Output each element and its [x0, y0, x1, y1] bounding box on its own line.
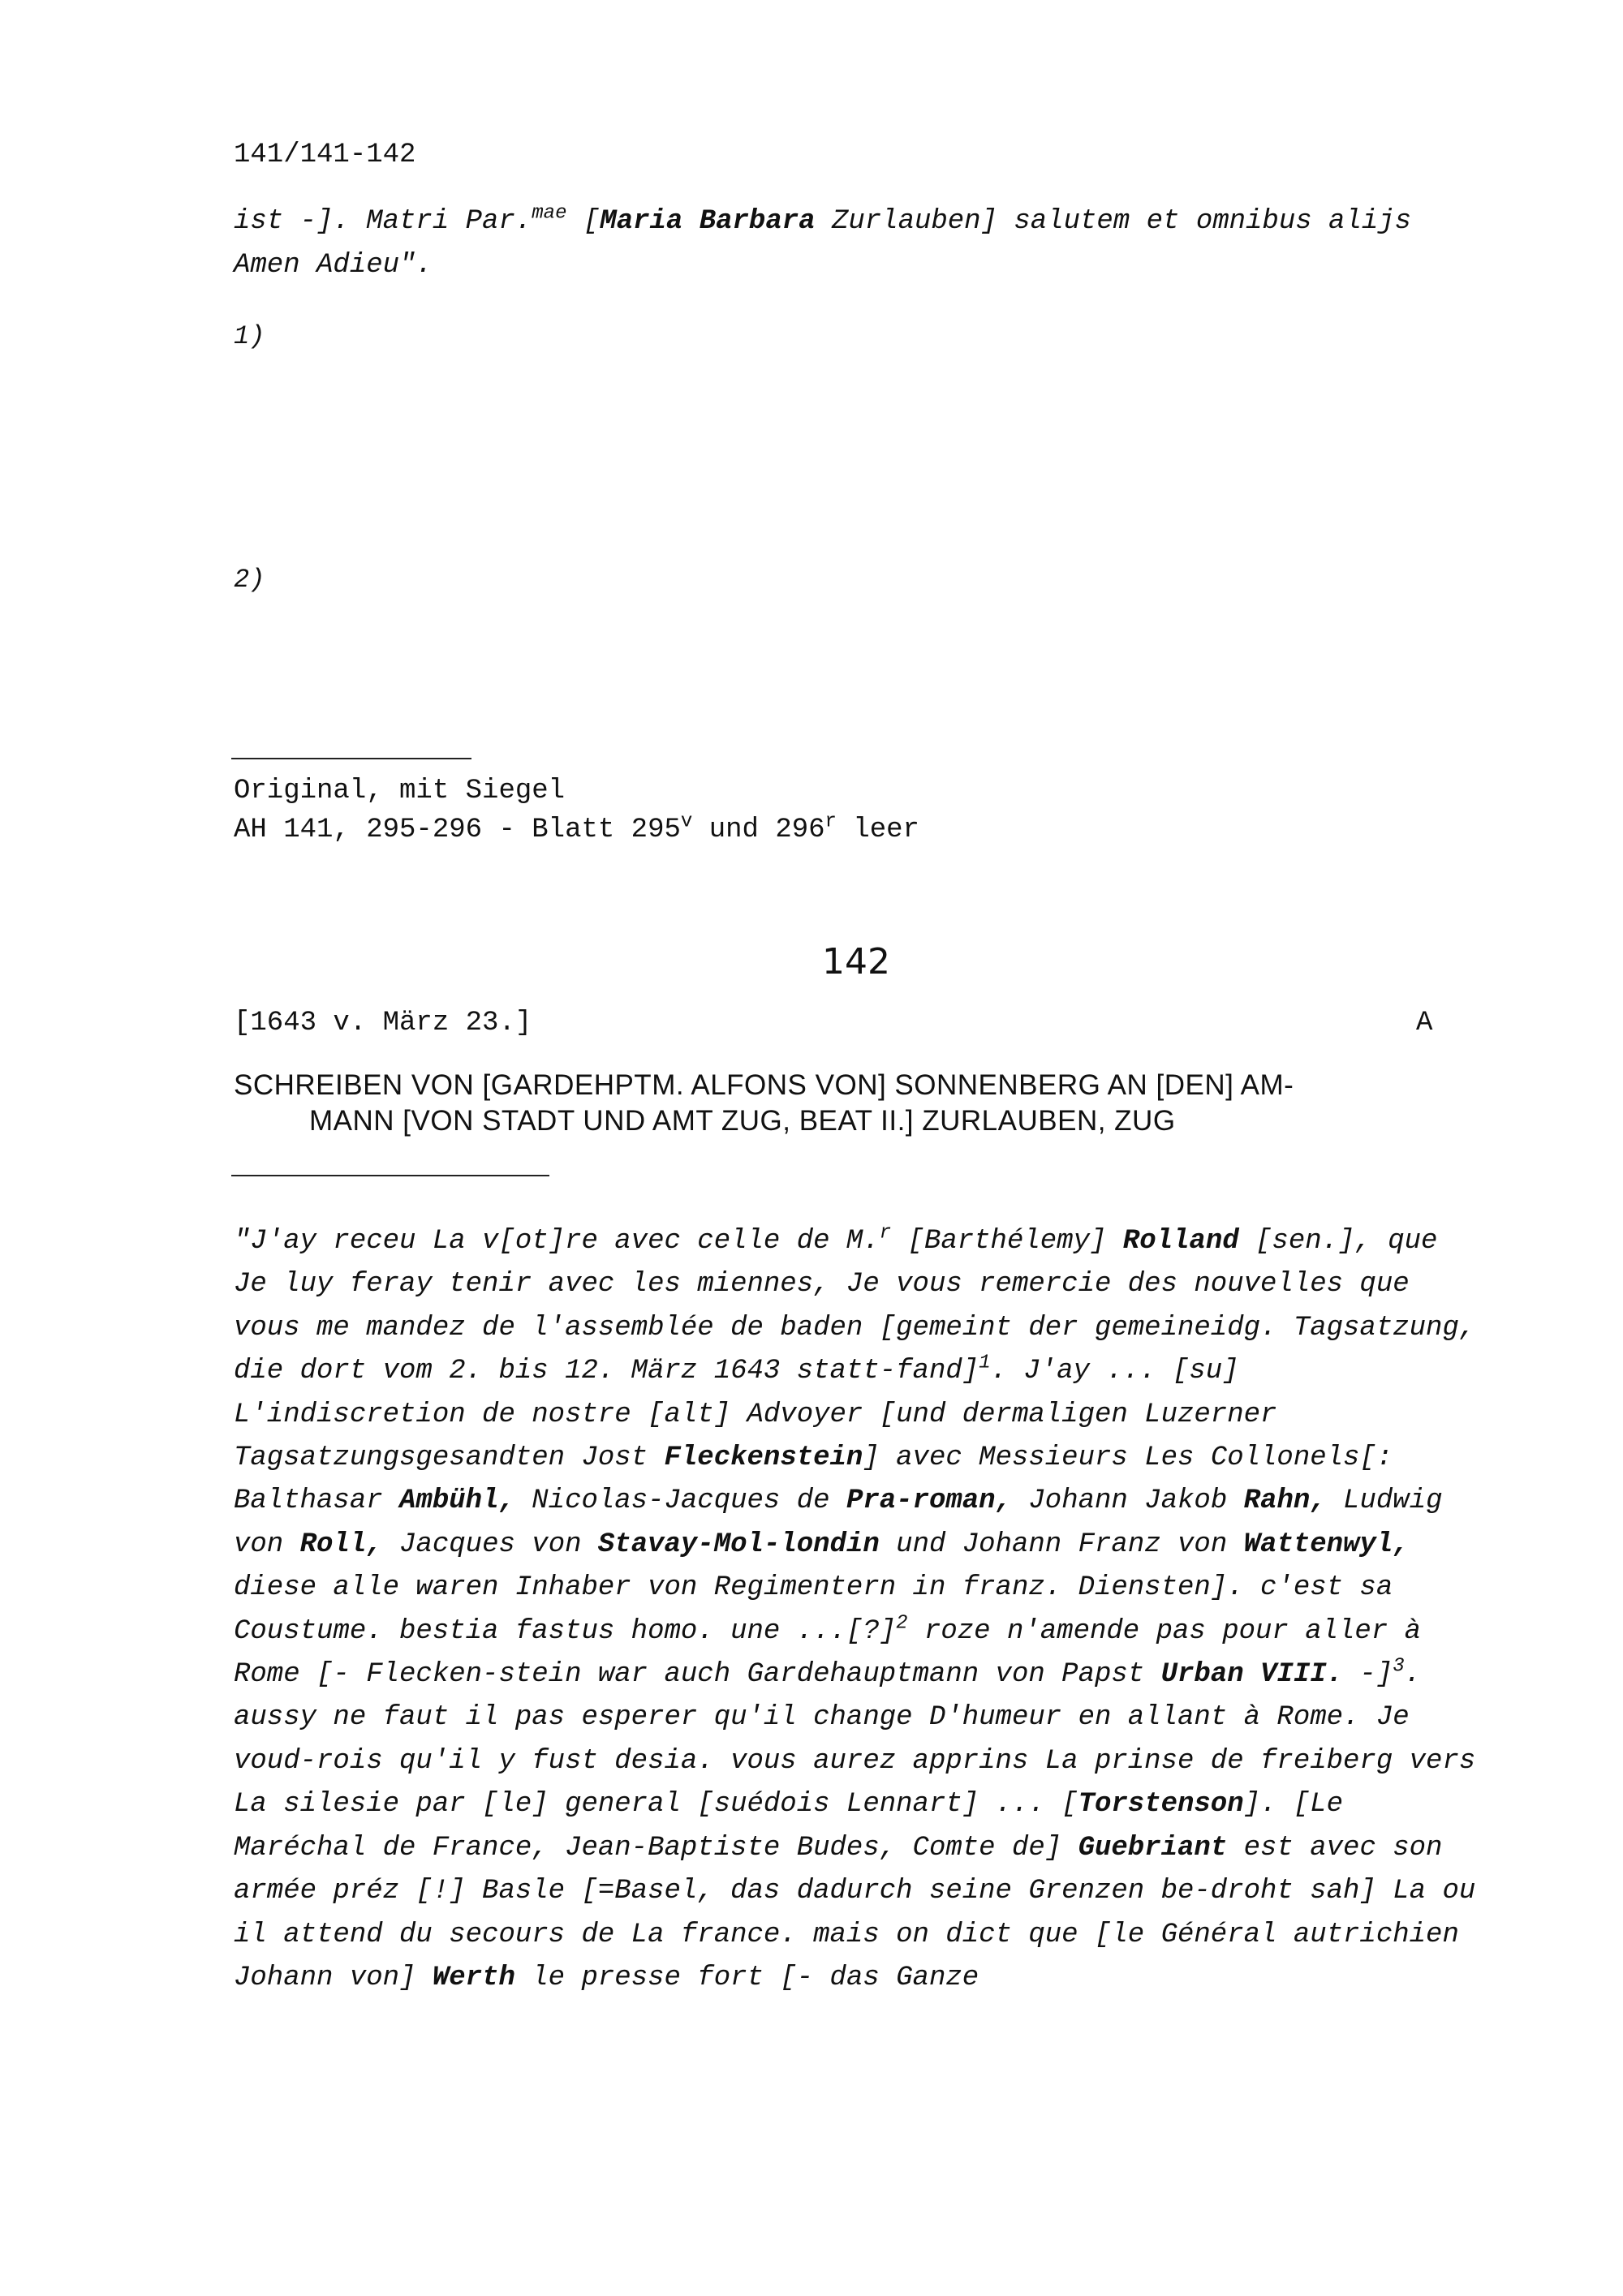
- text-segment: . J'ay ... [su] L'indiscretion de nostre [alt] Advoyer [und dermaligen Luzerner Tagsatzungsgesandten Jost: [234, 1356, 1294, 1474]
- footnote-ref-mark: r: [879, 1222, 892, 1245]
- footnote-ref-mark: 3: [1393, 1655, 1405, 1678]
- text-segment: Ludwig von: [234, 1486, 1459, 1560]
- letter-transcription: [234, 1220, 1492, 2000]
- footnote-ref-mark: mae: [532, 202, 567, 225]
- name-emphasis: Rahn,: [1243, 1486, 1327, 1517]
- name-emphasis: Rolland: [1122, 1226, 1239, 1257]
- name-emphasis: Roll,: [299, 1529, 383, 1560]
- text-segment: ]. [Le Maréchal de France, Jean-Baptiste Budes, Comte de]: [234, 1789, 1360, 1864]
- heading-separator-rule: [231, 1175, 549, 1176]
- name-emphasis: Werth: [432, 1962, 515, 1993]
- text-segment: Johann Jakob: [1012, 1486, 1244, 1517]
- name-emphasis: Torstenson: [1078, 1789, 1244, 1821]
- name-emphasis: Stavay-Mol-londin: [597, 1529, 880, 1560]
- text-segment: . aussy ne faut il pas esperer qu'il change D'humeur en allant à Rome. Je voud-rois qu'il y fust desia. vous aurez apprins La prinse de freiberg vers La silesie par [le] general [suédois Lennart] ... [: [234, 1659, 1492, 1821]
- source-mid-text: und 296: [692, 815, 825, 845]
- text-segment: le presse fort [- das Ganze: [514, 1962, 979, 1993]
- text-segment: [: [566, 206, 601, 237]
- source-suffix-text: leer: [836, 815, 919, 845]
- text-segment: und Johann Franz von: [879, 1529, 1244, 1560]
- text-segment: -]: [1343, 1659, 1393, 1691]
- footnote-marker-1: 1): [234, 321, 265, 351]
- name-emphasis: Urban VIII.: [1160, 1659, 1344, 1691]
- page-reference: 141/141-142: [234, 140, 416, 170]
- document-number: 142: [822, 941, 890, 982]
- source-note-line-1: Original, mit Siegel: [234, 776, 566, 806]
- source-verso-mark: v: [680, 810, 693, 833]
- name-emphasis: Wattenwyl,: [1243, 1529, 1410, 1560]
- name-emphasis: Guebriant: [1078, 1832, 1228, 1864]
- text-segment: ] avec Messieurs Les Collonels[: Balthasar: [234, 1443, 1410, 1517]
- text-segment: diese alle waren Inhaber von Regimentern in franz. Diensten]. c'est sa Coustume. bestia fastus homo. une ...[?]: [234, 1529, 1427, 1647]
- name-emphasis: Ambühl,: [399, 1486, 515, 1517]
- text-segment: est avec son armée préz [!] Basle [=Basel, das dadurch seine Grenzen be-droht sah] La ou il attend du secours de La france. mais on dict que [le Général autrichien Johann von]: [234, 1832, 1492, 1993]
- name-emphasis: Fleckenstein: [664, 1443, 863, 1474]
- text-segment: Zurlauben] salutem et omnibus alijs Amen Adieu".: [234, 206, 1428, 281]
- previous-letter-ending: [234, 200, 1483, 287]
- text-segment: roze n'amende pas pour aller à Rome [- Flecken-stein war auch Gardehauptmann von Papst: [234, 1615, 1438, 1691]
- footnote-ref-mark: 1: [979, 1352, 991, 1374]
- name-emphasis: Maria Barbara: [600, 206, 816, 237]
- document-letter-marker: A: [1416, 1008, 1433, 1038]
- text-segment: Nicolas-Jacques de: [514, 1486, 846, 1517]
- text-segment: Jacques von: [382, 1529, 598, 1560]
- name-emphasis: Pra-roman,: [846, 1486, 1012, 1517]
- footnote-separator-rule: [231, 758, 471, 759]
- footnote-ref-mark: 2: [896, 1612, 908, 1635]
- document-heading-line-1: SCHREIBEN VON [GARDEHPTM. ALFONS VON] SONNENBERG AN [DEN] AM-: [234, 1069, 1294, 1101]
- text-segment: [sen.], que Je luy feray tenir avec les miennes, Je vous remercie des nouvelles que vous me mandez de l'assemblée de baden [gemeint der gemeineidg. Tagsatzung, die dort vom 2. bis 12. März 1643 statt-fand]: [234, 1226, 1492, 1387]
- footnote-marker-2: 2): [234, 565, 265, 595]
- source-recto-mark: r: [824, 810, 837, 833]
- text-segment: "J'ay receu La v[ot]re avec celle de M.: [234, 1226, 880, 1257]
- document-heading-line-2: MANN [VON STADT UND AMT ZUG, BEAT II.] ZURLAUBEN, ZUG: [309, 1105, 1176, 1137]
- source-archive-ref: AH 141, 295-296 - Blatt 295: [234, 815, 681, 845]
- document-date: [1643 v. März 23.]: [234, 1008, 532, 1038]
- text-segment: [Barthélemy]: [891, 1226, 1123, 1257]
- source-note-line-2: [234, 810, 919, 845]
- text-segment: ist -]. Matri Par.: [234, 206, 532, 237]
